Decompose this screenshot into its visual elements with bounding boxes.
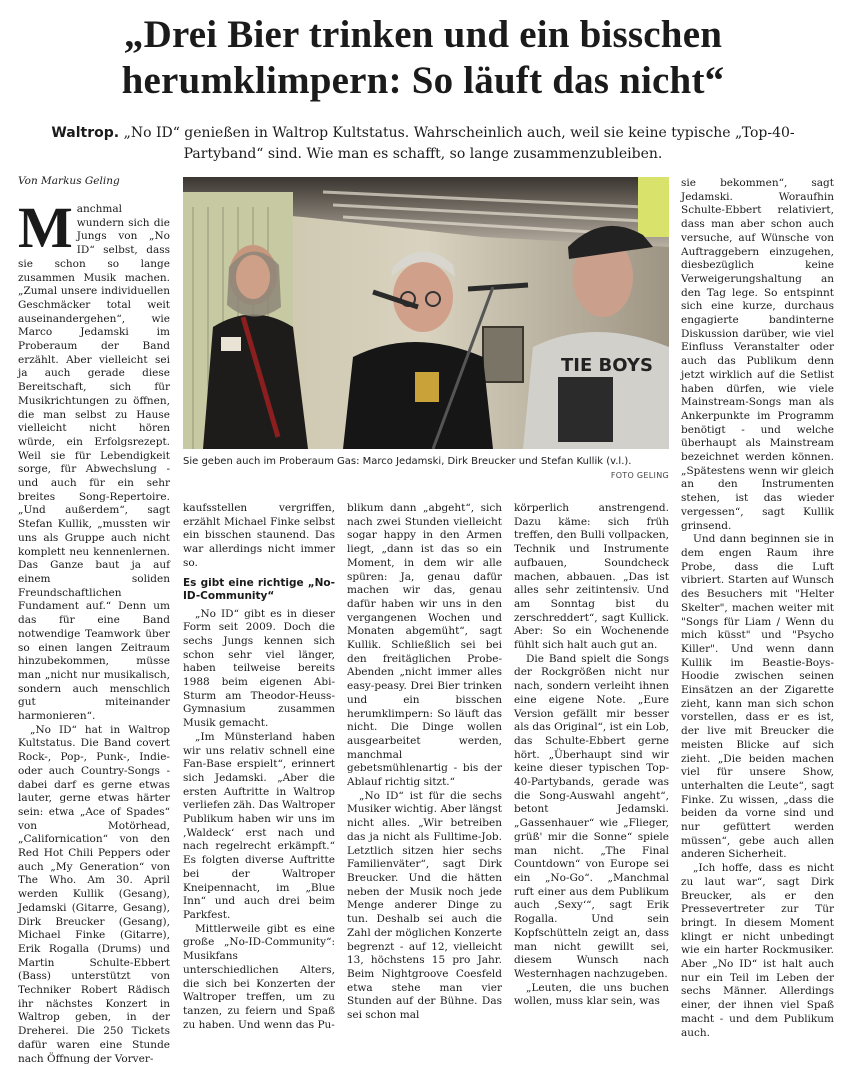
paragraph: Manchmal wundern sich die Jungs von „No ID“ selbst, dass sie schon so lange zusammen Musik machen. „Zumal unsere individuellen Geschmäcker total weit auseinandergehen“, wie Marco Jedamski im Proberaum der Band erzählt. Aber vielleicht sei ja auch gerade diese Bereitschaft, sich für Musikrichtungen zu öffnen, die man selbst zu Hause vielleicht nicht hören würde, ein Erfolgsrezept. Weil sie für Lebendigkeit sorge, für Abwechslung - und auch für ein sehr breites Song-Repertoire. „Und außerdem“, sagt Stefan Kullik, „mussten wir uns als Gruppe auch nicht komplett neu kennenlernen. Das Ganze baut ja auf einem soliden Freundschaftlichen Fundament auf.“ Denn um das für eine Band notwendige Teamwork über so einen langen Zeitraum hinzubekommen, müsse man „nicht nur musikalisch, sondern auch menschlich gut miteinander harmonieren“.	[18, 195, 170, 723]
photo-credit: FOTO GELING	[610, 471, 669, 480]
paragraph: sie bekommen“, sagt Jedamski. Woraufhin Schulte-Ebbert relativiert, dass man aber schon auch versuche, auf Wünsche von Auftraggebern einzugehen, diesbezüglich keine Verweigerungshaltung an den Tag lege. So entspinnt sich eine kurze, durchaus engagierte bandinterne Diskussion darüber, wie viel Einfluss Veranstalter oder auch das Publikum denn jetzt wirklich auf die Setlist haben dürfen, wie viele Mainstream-Songs man als Ankerpunkte im Programm benötigt - und welche überhaupt als Mainstream bezeichnet werden können. „Spätestens wenn wir gleich an den Instrumenten stehen, ist das wieder vergessen“, sagt Kullik grinsend.	[681, 177, 834, 532]
paragraph: blikum dann „abgeht“, sich nach zwei Stunden vielleicht sogar happy in den Armen liegt, „dann ist das so ein Moment, in dem wir alle spüren: Ja, genau dafür machen wir das, genau dafür haben wir uns in den vergangenen Wochen und Monaten abgemüht“, sagt Kullik. Schließlich sei bei den freitäglichen Probe-Abenden „nicht immer alles easy-peasy. Drei Bier trinken und ein bisschen herumklimpern: So läuft das nicht. Die Dinge wollen ausgearbeitet werden, manchmal gebetsmühlenartig - bis der Ablauf richtig sitzt.“	[347, 502, 502, 789]
subheading: Es gibt eine richtige „No-ID-Community“	[183, 576, 335, 603]
article-column-4	[514, 502, 669, 1009]
paragraph: Die Band spielt die Songs der Rockgrößen nicht nur nach, sondern verleiht ihnen eine eigene Note. „Eure Version gefällt mir besser als das Original“, ist ein Lob, das Schulte-Ebbert gerne hört. „Überhaupt sind wir keine dieser typischen Top-40-Partybands, gerade was die Song-Auswahl angeht“, betont Jedamski. „Gassenhauer“ wie „Flieger, grüß' mir die Sonne“ spiele man nicht. „The Final Countdown“ von Europe sei ein „No-Go“. „Manchmal ruft einer aus dem Publikum auch ‚Sexy‘“, sagt Erik Rogalla. Und sein Kopfschütteln zeigt an, dass man nicht gewillt sei, diesem Wunsch nach Westernhagen nachzugeben.	[514, 652, 669, 980]
paragraph: „No ID“ ist für die sechs Musiker wichtig. Aber längst nicht alles. „Wir betreiben das ja nicht als Fulltime-Job. Letztlich sitzen hier sechs Familienväter“, sagt Dirk Breucker. Und die hätten neben der Musik noch jede Menge anderer Dinge zu tun. Deshalb sei auch die Zahl der möglichen Konzerte begrenzt - auf 12, vielleicht 13, höchstens 15 pro Jahr. Beim Nightgroove Coesfeld etwa stehe man vier Stunden auf der Bühne. Das sei schon mal	[347, 789, 502, 1022]
article-column-5	[681, 177, 834, 1040]
paragraph: „No ID“ hat in Waltrop Kultstatus. Die Band covert Rock-, Pop-, Punk-, Indie- oder auch Country-Songs - dabei darf es gerne etwas lauter, gerne etwas härter sein: etwa „Ace of Spades“ von Motörhead, „Californication“ von den Red Hot Chili Peppers oder auch „My Generation“ von The Who. Am 30. April werden Kullik (Gesang), Jedamski (Gitarre, Gesang), Dirk Breucker (Gesang), Michael Finke (Gitarre), Erik Rogalla (Drums) und Martin Schulte-Ebbert (Bass) unterstützt von Techniker Robert Rädisch ihr nächstes Konzert in Waltrop geben, in der Dreherei. Die 250 Tickets dafür waren eine Stunde nach Öffnung der Vorver-	[18, 723, 170, 1065]
article-column-1	[18, 195, 170, 1066]
teaser	[40, 123, 806, 165]
teaser-location: Waltrop.	[51, 125, 120, 141]
paragraph: kaufsstellen vergriffen, erzählt Michael Finke selbst ein bisschen staunend. Das war allerdings nicht immer so.	[183, 502, 335, 569]
paragraph: „Leuten, die uns buchen wollen, muss klar sein, was	[514, 981, 669, 1008]
band-photo-image	[183, 177, 669, 449]
headline: „Drei Bier trinken und ein bisschen herumklimpern: So läuft das nicht“	[121, 13, 725, 102]
band-photo	[183, 177, 669, 449]
photo-caption: Sie geben auch im Proberaum Gas: Marco Jedamski, Dirk Breucker und Stefan Kullik (v.l.).	[183, 456, 632, 467]
shirt-text: TIE BOYS	[561, 355, 653, 376]
article-column-3	[347, 502, 502, 1023]
teaser-text: „No ID“ genießen in Waltrop Kultstatus. Wahrscheinlich auch, weil sie keine typische „Top-40-Partyband“ sind. Wie man es schafft, so lange zusammenzubleiben.	[123, 125, 795, 162]
paragraph: „No ID“ gibt es in dieser Form seit 2009. Doch die sechs Jungs kennen sich schon sehr viel länger, haben teilweise bereits 1988 beim eigenen Abi-Sturm am Theodor-Heuss-Gymnasium zusammen Musik gemacht.	[183, 607, 335, 730]
dropcap: M	[18, 195, 73, 260]
paragraph: Mittlerweile gibt es eine große „No-ID-Community“: Musikfans unterschiedlichen Alters, die sich bei Konzerten der Waltroper treffen, um zu tanzen, zu feiern und Spaß zu haben. Und wenn das Pu-	[183, 922, 335, 1031]
paragraph: „Ich hoffe, dass es nicht zu laut war“, sagt Dirk Breucker, als er den Pressevertreter zur Tür bringt. In diesem Moment klingt er nicht unbedingt wie ein harter Rockmusiker. Aber „No ID“ ist halt auch nur ein Teil im Leben der sechs Männer. Allerdings einer, der ihnen viel Spaß macht - und dem Publikum auch.	[681, 862, 834, 1039]
paragraph: Und dann beginnen sie in dem engen Raum ihre Probe, dass die Luft vibriert. Starten auf Wunsch des Besuchers mit "Helter Skelter", machen weiter mit "Songs für Liam / Wenn du mich küsst" und "Psycho Killer". Und wenn dann Kullik im Beastie-Boys-Hoodie zwischen seinen Einsätzen an der Zigarette zieht, kann man sich schon vorstellen, dass er es ist, der live mit Breucker die meisten Blicke auf sich zieht. „Die beiden machen viel für unsere Show, unterhalten die Leute“, sagt Finke. Zu wissen, „dass die beiden da vorne sind und nur gefüttert werden müssen“, gebe auch allen anderen Sicherheit.	[681, 533, 834, 861]
paragraph: „Im Münsterland haben wir uns relativ schnell eine Fan-Base erspielt“, erinnert sich Jedamski. „Aber die ersten Auftritte in Waltrop verliefen zäh. Das Waltroper Publikum haben wir uns im ‚Waldeck‘ erst nach und nach regelrecht erkämpft.“ Es folgten diverse Auftritte bei der Waltroper Kneipennacht, im „Blue Inn“ und auch drei beim Parkfest.	[183, 730, 335, 921]
byline: Von Markus Geling	[18, 175, 120, 187]
article-column-2	[183, 502, 335, 1032]
paragraph: körperlich anstrengend. Dazu käme: sich früh treffen, den Bulli vollpacken, Technik und Instrumente aufbauen, Soundcheck machen, abbauen. „Das ist alles sehr zeitintensiv. Und am Sonntag bist du zerschreddert“, sagt Kullick. Aber: So ein Wochenende fühlt sich halt auch gut an.	[514, 502, 669, 652]
